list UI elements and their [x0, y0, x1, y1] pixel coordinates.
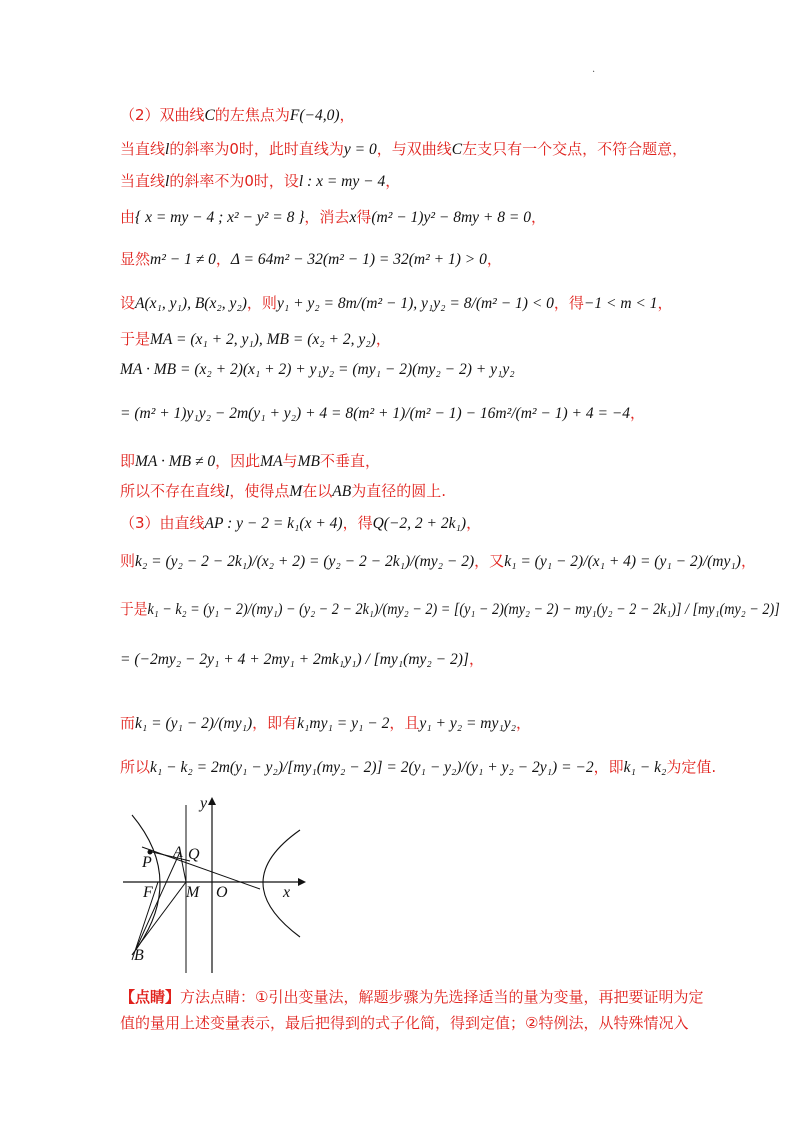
math-expression: { x = my − 4 ; x² − y² = 8 } [135, 209, 305, 226]
solution-line [120, 206, 546, 227]
solution-text-fragment: ，则 [246, 294, 277, 312]
summary-text-2: 值的量用上述变量表示，最后把得到的式子化简，得到定值；②特例法，从特殊情况入 [120, 1014, 689, 1032]
solution-text-fragment: ，使得点 [229, 482, 290, 500]
math-expression: m² − 1 ≠ 0 [150, 251, 216, 268]
math-expression: MA · MB = (x₂ + 2)(x₁ + 2) + y₁y₂ = (my₁ − 2)(my₂ − 2) + y₁y₂ [120, 361, 515, 378]
corner-mark: . [592, 64, 596, 75]
label-p: P [142, 854, 152, 871]
solution-text-fragment: ， [486, 250, 502, 268]
math-expression: k₁ − k₂ = 2m(y₁ − y₂)/[my₁(my₂ − 2)] = 2(y₁ − y₂)/(y₁ + y₂ − 2y₁) = −2 [150, 759, 594, 776]
label-b: B [134, 947, 144, 964]
math-expression: A(x₁, y₁), B(x₂, y₂) [135, 295, 247, 312]
solution-text-fragment: ， [385, 172, 401, 190]
solution-text-fragment: 设 [120, 294, 136, 312]
label-o: O [216, 884, 228, 901]
solution-text-fragment: 在以 [302, 482, 333, 500]
math-expression: C [204, 107, 215, 124]
math-expression: M [289, 483, 303, 500]
solution-line [120, 104, 355, 125]
solution-text-fragment: 与 [282, 452, 298, 470]
solution-text-fragment: 即 [120, 452, 136, 470]
solution-text-fragment: ， [215, 250, 231, 268]
solution-text-fragment: 的左焦点为 [214, 106, 290, 124]
solution-line [120, 648, 484, 669]
solution-line [120, 292, 673, 313]
math-expression: l : x = my − 4 [298, 173, 386, 190]
label-f: F [143, 884, 153, 901]
solution-text-fragment: 由 [120, 208, 136, 226]
solution-line [120, 598, 780, 619]
solution-line [120, 512, 481, 533]
label-y: y [200, 795, 208, 812]
math-expression: F(−4,0) [289, 107, 340, 124]
math-expression: = (−2my₂ − 2y₁ + 4 + 2my₁ + 2mk₁y₁) / [my₁(my₂ − 2)] [120, 651, 469, 668]
math-expression: Q(−2, 2 + 2k₁) [372, 515, 467, 532]
solution-text-fragment: ，又 [474, 552, 505, 570]
solution-text-fragment: 得 [356, 208, 372, 226]
solution-line [120, 550, 756, 571]
solution-line [120, 756, 716, 777]
solution-text-fragment: ， [516, 714, 532, 732]
solution-text-fragment: ， [466, 514, 482, 532]
solution-text-fragment: ， [375, 330, 391, 348]
solution-text-fragment: ，且 [389, 714, 420, 732]
solution-text-fragment: 为直径的圆上. [351, 482, 446, 500]
line-pq [148, 851, 190, 861]
solution-text-fragment: ，与双曲线 [376, 140, 452, 158]
math-expression: k₂ = (y₂ − 2 − 2k₁)/(x₂ + 2) = (y₂ − 2 − 2k₁)/(my₂ − 2) [135, 553, 475, 570]
math-expression: MB [297, 453, 320, 470]
solution-line [120, 248, 502, 269]
math-expression: MA · MB ≠ 0 [135, 453, 216, 470]
math-expression: = (m² + 1)y₁y₂ − 2m(y₁ + y₂) + 4 = 8(m² + 1)/(m² − 1) − 16m²/(m² − 1) + 4 = −4 [120, 405, 631, 422]
solution-text-fragment: 而 [120, 714, 136, 732]
hyperbola-right-branch [263, 830, 300, 937]
math-expression: y₁ + y₂ = my₁y₂ [419, 715, 517, 732]
solution-text-fragment: ，得 [553, 294, 584, 312]
solution-text-fragment: ， [657, 294, 673, 312]
solution-text-fragment: ， [630, 404, 646, 422]
solution-text-fragment: 于是 [120, 330, 151, 348]
math-expression: −1 < m < 1 [583, 295, 658, 312]
solution-line [120, 328, 391, 349]
solution-text-fragment: 的斜率不为0时，设 [169, 172, 299, 190]
solution-text-fragment: ，即有 [252, 714, 298, 732]
y-axis [208, 797, 216, 973]
solution-text-fragment: 左支只有一个交点，不符合题意， [462, 140, 688, 158]
math-expression: k₁ = (y₁ − 2)/(x₁ + 4) = (y₁ − 2)/(my₁) [504, 553, 741, 570]
summary-line-1 [120, 986, 703, 1007]
solution-text-fragment: ，消去 [304, 208, 350, 226]
math-expression: Δ = 64m² − 32(m² − 1) = 32(m² + 1) > 0 [230, 251, 487, 268]
solution-text-fragment: 显然 [120, 250, 151, 268]
label-x: x [283, 884, 291, 901]
solution-line [120, 170, 400, 191]
solution-text-fragment: 为定值. [666, 758, 717, 776]
label-a: A [173, 844, 183, 861]
solution-text-fragment: 当直线 [120, 172, 166, 190]
hyperbola-figure [120, 795, 310, 975]
solution-text-fragment: （2）双曲线 [120, 106, 205, 124]
solution-line [120, 360, 515, 379]
math-expression: k₁ − k₂ [623, 759, 667, 776]
label-q: Q [188, 846, 200, 863]
summary-line-2 [120, 1012, 688, 1033]
math-expression: k₁ = (y₁ − 2)/(my₁) [135, 715, 253, 732]
solution-line [120, 402, 645, 423]
solution-text-fragment: 不垂直， [319, 452, 380, 470]
math-expression: (m² − 1)y² − 8my + 8 = 0 [371, 209, 531, 226]
math-expression: k₁ − k₂ = (y₁ − 2)/(my₁) − (y₂ − 2 − 2k₁)/(my₂ − 2) = [(y₁ − 2)(my₂ − 2) − my₁(y₂ − 2 − 2k₁)] / [my₁(my₂ − 2)] [147, 601, 780, 618]
solution-text-fragment: ， [468, 650, 484, 668]
solution-line [120, 712, 531, 733]
math-expression: l [165, 141, 170, 158]
solution-line [120, 480, 446, 501]
math-expression: x [349, 209, 357, 226]
math-expression: y₁ + y₂ = 8m/(m² − 1), y₁y₂ = 8/(m² − 1) < 0 [276, 295, 554, 312]
solution-text-fragment: 的斜率为0时，此时直线为 [169, 140, 344, 158]
solution-text-fragment: 所以 [120, 758, 151, 776]
math-expression: C [451, 141, 463, 158]
math-expression: k₁my₁ = y₁ − 2 [297, 715, 390, 732]
solution-text-fragment: ，即 [593, 758, 624, 776]
math-expression: y = 0 [343, 141, 377, 158]
solution-text-fragment: ， [740, 552, 756, 570]
math-expression: MA [260, 453, 283, 470]
solution-text-fragment: 当直线 [120, 140, 166, 158]
solution-text-fragment: 所以不存在直线 [120, 482, 226, 500]
math-expression: l [165, 173, 170, 190]
solution-text-fragment: ，得 [342, 514, 373, 532]
summary-text-1: 方法点睛：①引出变量法，解题步骤为先选择适当的量为变量，再把要证明为定 [180, 988, 704, 1006]
label-m: M [186, 884, 200, 901]
summary-heading: 【点睛】 [120, 988, 181, 1006]
solution-text-fragment: 于是 [120, 600, 148, 618]
math-expression: l [225, 483, 230, 500]
solution-text-fragment: ， [339, 106, 355, 124]
math-expression: MA = (x₁ + 2, y₁), MB = (x₂ + 2, y₂) [150, 331, 376, 348]
solution-text-fragment: ， [530, 208, 546, 226]
solution-line [120, 138, 687, 159]
solution-text-fragment: （3）由直线 [120, 514, 205, 532]
solution-text-fragment: ，因此 [215, 452, 261, 470]
solution-text-fragment: 则 [120, 552, 136, 570]
math-expression: AB [332, 483, 352, 500]
solution-line [120, 450, 380, 471]
math-expression: AP : y − 2 = k₁(x + 4) [204, 515, 343, 532]
